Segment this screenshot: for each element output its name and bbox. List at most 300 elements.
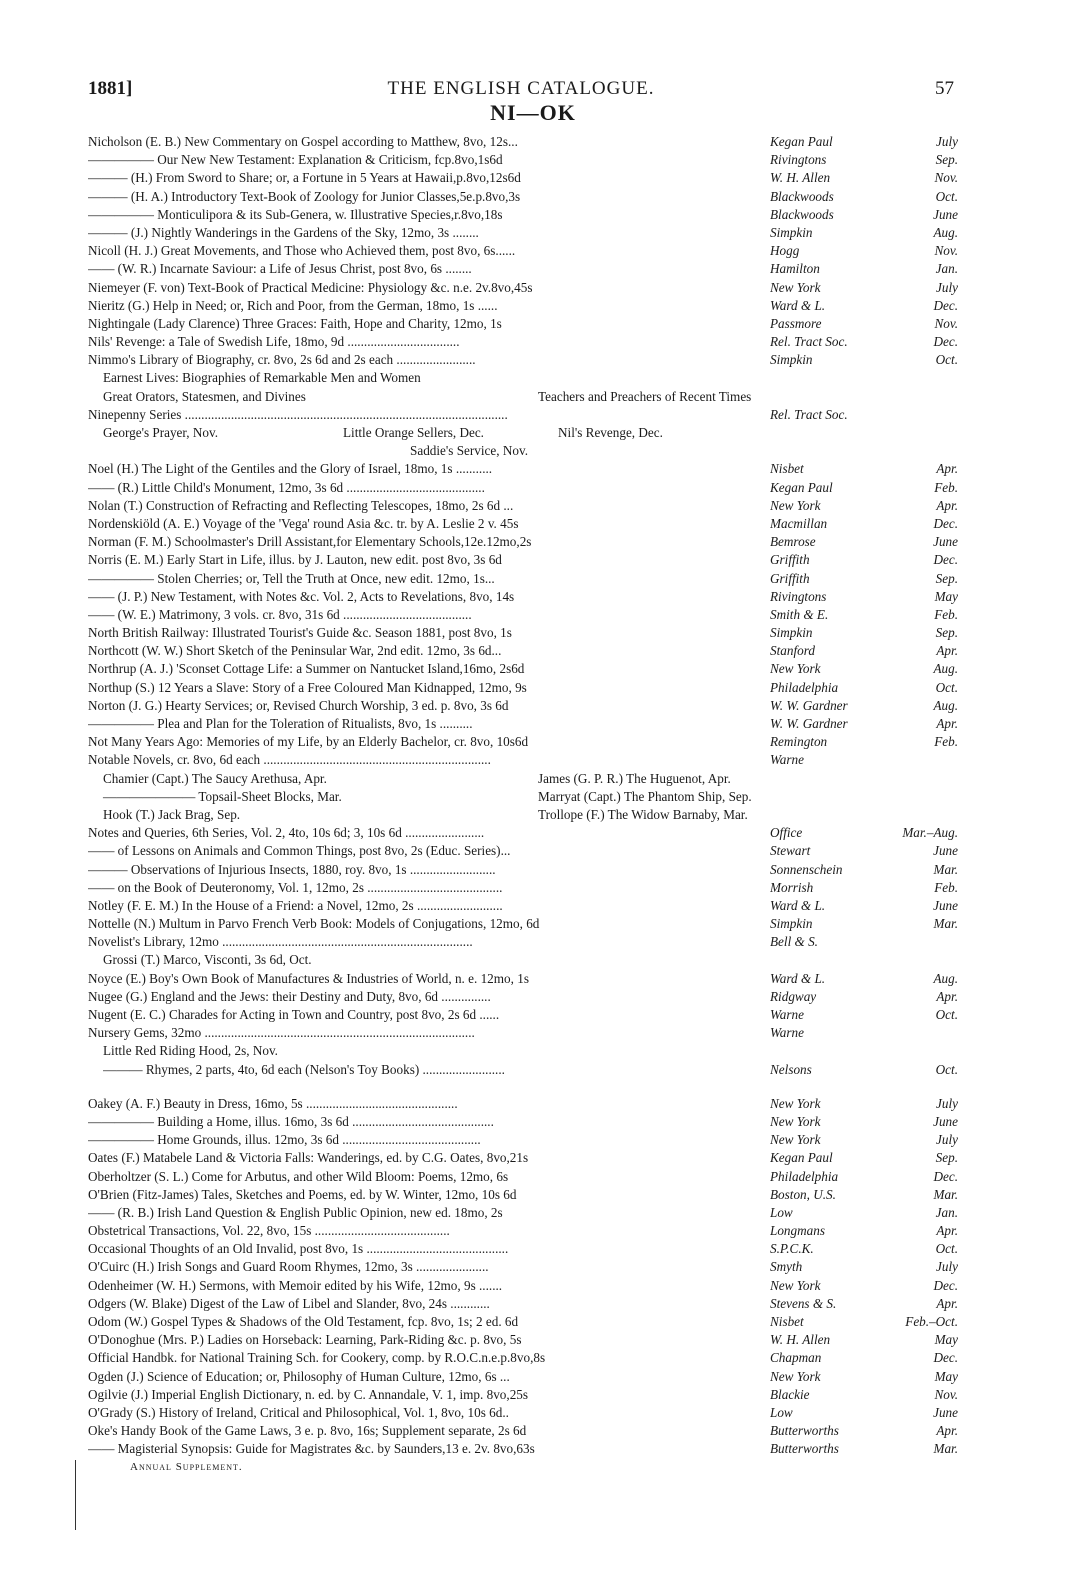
entry-row: [88, 497, 958, 515]
entry-publisher: [770, 733, 958, 751]
publisher-name: Kegan Paul: [770, 134, 833, 149]
entry-date: Dec.: [933, 334, 958, 350]
entry-text: Northup (S.) 12 Years a Slave: Story of a Free Coloured Man Kidnapped, 12mo, 9s: [88, 679, 527, 695]
entry-text: Noel (H.) The Light of the Gentiles and the Glory of Israel, 18mo, 1s ...........: [88, 461, 493, 477]
entry-row: [88, 1404, 958, 1422]
entry-row: [88, 297, 958, 315]
publisher-name: Simpkin: [770, 352, 813, 368]
entry-text: Notes and Queries, 6th Series, Vol. 2, 4to, 10s 6d; 3, 10s 6d ........................: [88, 825, 485, 841]
publisher-name: Smith & E.: [770, 606, 829, 622]
publisher-name: New York: [770, 497, 821, 513]
entry-publisher: [770, 679, 958, 697]
entry-text: O'Grady (S.) History of Ireland, Critical and Philosophical, Vol. 1, 8vo, 10s 6d..: [88, 1404, 509, 1420]
entry-row: [88, 570, 958, 588]
publisher-name: Smyth: [770, 1259, 803, 1275]
entry-row: [88, 842, 958, 860]
entry-publisher: [770, 1204, 958, 1222]
publisher-name: W. W. Gardner: [770, 716, 848, 731]
publisher-name: New York: [770, 1095, 821, 1111]
notable-title-a1: Chamier (Capt.) The Saucy Arethusa, Apr.: [103, 770, 327, 786]
entry-publisher: [770, 1258, 958, 1276]
entry-date: Apr.: [936, 716, 958, 731]
publisher-name: Rivingtons: [770, 588, 827, 604]
entry-text: Norris (E. M.) Early Start in Life, illus. by J. Lauton, new edit. post 8vo, 3s 6d: [88, 552, 502, 568]
publisher-name: Blackie: [770, 1386, 810, 1402]
nimmo-series-line-1: [88, 369, 958, 387]
entry-date: Oct.: [935, 1241, 958, 1257]
entry-row: [88, 169, 958, 187]
notable-title-b1: ——————— Topsail-Sheet Blocks, Mar.: [103, 788, 342, 804]
entry-text: —— (R.) Little Child's Monument, 12mo, 3s 6d ..........................................: [88, 479, 485, 495]
publisher-name: Remington: [770, 734, 828, 750]
entry-text: ——— Observations of Injurious Insects, 1880, roy. 8vo, 1s ..........................: [88, 861, 496, 877]
entry-row: [88, 315, 958, 333]
entry-publisher: [770, 588, 958, 606]
entry-publisher: [770, 1240, 958, 1258]
entry-text: Norton (J. G.) Hearty Services; or, Revised Church Worship, 3 ed. p. 8vo, 3s 6d: [88, 697, 509, 713]
entry-publisher: [770, 824, 958, 842]
publisher-name: Nisbet: [770, 461, 804, 477]
section-gap: [88, 1079, 958, 1095]
publisher-name: Chapman: [770, 1350, 822, 1366]
entry-row: [88, 970, 958, 988]
entry-date: Dec.: [933, 552, 958, 568]
entry-date: Apr.: [936, 1223, 958, 1239]
entry-date: Mar.: [933, 916, 958, 932]
publisher-name: Low: [770, 1204, 793, 1220]
entry-text: ——— (H.) From Sword to Share; or, a Fortune in 5 Years at Hawaii,p.8vo,12s6d: [88, 170, 521, 186]
entry-row: [88, 733, 958, 751]
publisher-name: S.P.C.K.: [770, 1241, 814, 1257]
publisher-name: New York: [770, 661, 821, 677]
nursery-title: Little Red Riding Hood, 2s, Nov.: [103, 1043, 278, 1059]
publisher-name: Butterworths: [770, 1423, 839, 1439]
entry-date: Dec.: [933, 1168, 958, 1184]
entry-publisher: [770, 988, 958, 1006]
entry-text: North British Railway: Illustrated Tourist's Guide &c. Season 1881, post 8vo, 1s: [88, 625, 512, 641]
publisher-name: Blackwoods: [770, 188, 834, 204]
entry-text: Nieritz (G.) Help in Need; or, Rich and Poor, from the German, 18mo, 1s ......: [88, 297, 498, 313]
entry-row: [88, 624, 958, 642]
entry-row: [88, 406, 958, 424]
publisher-name: Nelsons: [770, 1061, 812, 1077]
entry-text: Nimmo's Library of Biography, cr. 8vo, 2s 6d and 2s each ........................: [88, 352, 476, 368]
entry-row: [88, 351, 958, 369]
entry-text: Oke's Handy Book of the Game Laws, 3 e. p. 8vo, 16s; Supplement separate, 2s 6d: [88, 1423, 527, 1439]
entry-row: [88, 1422, 958, 1440]
entry-date: June: [933, 1113, 958, 1129]
entry-row: [88, 861, 958, 879]
notable-sub-line-1: [88, 770, 958, 788]
entry-text: ————— Home Grounds, illus. 12mo, 3s 6d ..........................................: [88, 1132, 481, 1148]
publisher-name: Bell & S.: [770, 934, 818, 950]
entry-publisher: [770, 1313, 958, 1331]
entry-date: Feb.: [934, 734, 958, 750]
entry-text: —— (W. E.) Matrimony, 3 vols. cr. 8vo, 31s 6d .......................................: [88, 606, 472, 622]
entry-date: July: [936, 1095, 958, 1111]
entry-date: July: [936, 1132, 958, 1148]
entry-publisher: [770, 351, 958, 369]
entry-publisher: [770, 279, 958, 297]
entry-text: Notable Novels, cr. 8vo, 6d each .....................................................................: [88, 752, 491, 768]
publisher-name: Kegan Paul: [770, 479, 833, 495]
publisher-name: Ward & L.: [770, 297, 826, 313]
header-year: 1881]: [88, 78, 133, 99]
entry-text: Nugent (E. C.) Charades for Acting in Town and Country, post 8vo, 2s 6d ......: [88, 1007, 500, 1022]
entry-publisher: [770, 497, 958, 515]
entry-row: [88, 1204, 958, 1222]
publisher-name: Passmore: [770, 315, 822, 331]
page-number: 57: [935, 78, 954, 99]
entry-text: Ogden (J.) Science of Education; or, Philosophy of Human Culture, 12mo, 6s ...: [88, 1368, 510, 1384]
entry-publisher: [770, 406, 958, 424]
entry-text: —— (R. B.) Irish Land Question & English Public Opinion, new ed. 18mo, 2s: [88, 1204, 503, 1220]
notable-title-a2: James (G. P. R.) The Huguenot, Apr.: [538, 770, 731, 786]
entry-row: [88, 606, 958, 624]
entry-text: O'Brien (Fitz-James) Tales, Sketches and Poems, ed. by W. Winter, 12mo, 10s 6d: [88, 1186, 517, 1202]
publisher-name: Ward & L.: [770, 970, 826, 986]
entry-row: [88, 333, 958, 351]
entry-date: Dec.: [933, 1277, 958, 1293]
publisher-name: New York: [770, 1132, 821, 1148]
entry-text: Nicoll (H. J.) Great Movements, and Those who Achieved them, post 8vo, 6s......: [88, 243, 516, 259]
ninepenny-title-b: Little Orange Sellers, Dec.: [343, 425, 484, 440]
entry-text: Odenheimer (W. H.) Sermons, with Memoir edited by his Wife, 12mo, 9s .......: [88, 1277, 503, 1293]
entry-publisher: [770, 861, 958, 879]
entry-text: Obstetrical Transactions, Vol. 22, 8vo, 15s .........................................: [88, 1223, 450, 1239]
entry-row: [88, 188, 958, 206]
entry-group-noyce: [88, 970, 958, 1043]
publisher-name: W. H. Allen: [770, 170, 831, 186]
entry-row: [88, 1386, 958, 1404]
entry-row: [88, 279, 958, 297]
entry-date: Nov.: [934, 315, 958, 331]
entry-publisher: [770, 1295, 958, 1313]
entry-publisher: [770, 715, 958, 733]
entry-date: June: [933, 1404, 958, 1420]
entry-publisher: [770, 897, 958, 915]
entry-text: O'Cuirc (H.) Irish Songs and Guard Room Rhymes, 12mo, 3s ......................: [88, 1259, 489, 1275]
publisher-name: Ridgway: [770, 988, 817, 1004]
entry-row: [88, 1149, 958, 1167]
entry-text: ——— Rhymes, 2 parts, 4to, 6d each (Nelson's Toy Books) .........................: [103, 1061, 505, 1077]
entry-publisher: [770, 606, 958, 624]
publisher-name: New York: [770, 1368, 821, 1384]
entry-text: —— (J. P.) New Testament, with Notes &c. Vol. 2, Acts to Revelations, 8vo, 14s: [88, 588, 515, 604]
entry-row: [88, 1277, 958, 1295]
nimmo-series-title: Earnest Lives: Biographies of Remarkable Men and Women: [103, 370, 421, 386]
publisher-name: Butterworths: [770, 1441, 839, 1457]
entry-row: [88, 1131, 958, 1149]
entry-text: Oakey (A. F.) Beauty in Dress, 16mo, 5s ..............................................: [88, 1095, 458, 1111]
entry-publisher: [770, 224, 958, 242]
margin-rule: [75, 1460, 76, 1530]
entry-text: Oberholtzer (S. L.) Come for Arbutus, and other Wild Bloom: Poems, 12mo, 6s: [88, 1168, 509, 1184]
ninepenny-sub-line-2: [88, 442, 958, 460]
publisher-name: New York: [770, 1277, 821, 1293]
entry-publisher: [770, 1222, 958, 1240]
publisher-name: Stanford: [770, 643, 815, 659]
entry-row: [88, 660, 958, 678]
entry-text: Novelist's Library, 12mo ............................................................................: [88, 934, 473, 950]
notable-title-c2: Trollope (F.) The Widow Barnaby, Mar.: [538, 806, 748, 822]
entry-text: —— Magisterial Synopsis: Guide for Magistrates &c. by Saunders,13 e. 2v. 8vo,63s: [88, 1441, 535, 1457]
entry-row: [88, 915, 958, 933]
entry-text: Nightingale (Lady Clarence) Three Graces: Faith, Hope and Charity, 12mo, 1s: [88, 315, 502, 331]
entry-publisher: [770, 551, 958, 569]
entry-publisher: [770, 1422, 958, 1440]
entry-row: [88, 824, 958, 842]
entry-row: [88, 988, 958, 1006]
entry-text: O'Donoghue (Mrs. P.) Ladies on Horseback: Learning, Park-Riding &c. p. 8vo, 5s: [88, 1332, 522, 1348]
entry-publisher: [770, 133, 958, 151]
entry-group-ok: [88, 1095, 958, 1459]
publisher-name: Kegan Paul: [770, 1150, 833, 1166]
entry-row: [88, 242, 958, 260]
entry-row: [88, 1295, 958, 1313]
publisher-name: Warne: [770, 752, 804, 768]
entry-row: [88, 1258, 958, 1276]
publisher-name: Griffith: [770, 570, 810, 586]
entry-text: Nordenskiöld (A. E.) Voyage of the 'Vega' round Asia &c. tr. by A. Leslie 2 v. 45s: [88, 515, 519, 531]
entry-text: Northrup (A. J.) 'Sconset Cottage Life: a Summer on Nantucket Island,16mo, 2s6d: [88, 661, 525, 677]
entry-date: Dec.: [933, 515, 958, 531]
entry-publisher: [770, 206, 958, 224]
publisher-name: Macmillan: [770, 515, 828, 531]
entry-row: [88, 533, 958, 551]
publisher-name: Warne: [770, 1025, 804, 1041]
entry-date: Aug.: [933, 970, 958, 986]
entry-publisher: [770, 297, 958, 315]
entry-date: June: [933, 843, 958, 859]
nimmo-series-line-2: [88, 388, 958, 406]
entry-date: Feb.: [934, 479, 958, 495]
entry-text: ——— (H. A.) Introductory Text-Book of Zoology for Junior Classes,5e.p.8vo,3s: [88, 188, 521, 204]
entry-publisher: [770, 1331, 958, 1349]
entry-date: Apr.: [936, 1295, 958, 1311]
entry-row: [88, 1222, 958, 1240]
entry-text: Notley (F. E. M.) In the House of a Friend: a Novel, 12mo, 2s ..........................: [88, 897, 503, 913]
entry-date: Aug.: [933, 224, 958, 240]
ninepenny-title-a: George's Prayer, Nov.: [103, 425, 219, 440]
entry-row: [88, 1186, 958, 1204]
entry-publisher: [770, 642, 958, 660]
entry-text: Nottelle (N.) Multum in Parvo French Verb Book: Models of Conjugations, 12mo, 6d: [88, 916, 540, 932]
entry-publisher: [770, 1168, 958, 1186]
entry-text: Northcott (W. W.) Short Sketch of the Peninsular War, 2nd edit. 12mo, 3s 6d...: [88, 643, 502, 659]
entry-date: Jan.: [935, 261, 958, 277]
entry-row: [88, 933, 958, 951]
entry-row: [88, 1349, 958, 1367]
publisher-name: Philadelphia: [770, 679, 839, 695]
entry-row: [88, 679, 958, 697]
entry-date: July: [936, 134, 958, 149]
entry-text: Norman (F. M.) Schoolmaster's Drill Assistant,for Elementary Schools,12e.12mo,2s: [88, 534, 532, 550]
entry-row: [88, 715, 958, 733]
entry-date: Apr.: [936, 497, 958, 513]
entry-date: Jan.: [935, 1204, 958, 1220]
entry-publisher: [770, 879, 958, 897]
entry-publisher: [770, 151, 958, 169]
entry-row: [88, 551, 958, 569]
footer-signature: Annual Supplement.: [130, 1460, 243, 1473]
publisher-name: Boston, U.S.: [770, 1186, 836, 1202]
entry-date: Oct.: [935, 352, 958, 368]
entry-publisher: [770, 1386, 958, 1404]
entry-text: ————— Building a Home, illus. 16mo, 3s 6d ...........................................: [88, 1113, 494, 1129]
entry-list: [88, 133, 958, 1475]
entry-row: [88, 151, 958, 169]
publisher-name: Philadelphia: [770, 1168, 839, 1184]
publisher-name: Stevens & S.: [770, 1295, 837, 1311]
entry-publisher: [770, 242, 958, 260]
publisher-name: Office: [770, 825, 803, 841]
entry-text: Odom (W.) Gospel Types & Shadows of the Old Testament, fcp. 8vo, 1s; 2 ed. 6d: [88, 1314, 519, 1329]
entry-row: [88, 1313, 958, 1331]
entry-row: [88, 1024, 958, 1042]
entry-publisher: [770, 1349, 958, 1367]
entry-row: [88, 1061, 958, 1079]
publisher-name: Low: [770, 1404, 793, 1420]
entry-row: [88, 224, 958, 242]
entry-publisher: [770, 188, 958, 206]
entry-publisher: [770, 1113, 958, 1131]
publisher-name: Hogg: [770, 243, 800, 259]
notable-sub-line-3: [88, 806, 958, 824]
entry-date: Mar.: [933, 1441, 958, 1457]
entry-text: Noyce (E.) Boy's Own Book of Manufactures & Industries of World, n. e. 12mo, 1s: [88, 970, 529, 986]
notable-title-c1: Hook (T.) Jack Brag, Sep.: [103, 806, 241, 822]
publisher-name: New York: [770, 1113, 821, 1129]
publisher-name: Longmans: [770, 1223, 825, 1239]
nimmo-series-a: Great Orators, Statesmen, and Divines: [103, 388, 306, 404]
entry-row: [88, 697, 958, 715]
entry-row: [88, 1240, 958, 1258]
entry-text: Nils' Revenge: a Tale of Swedish Life, 18mo, 9d ..................................: [88, 334, 460, 350]
entry-publisher: [770, 515, 958, 533]
entry-group-notes: [88, 824, 958, 951]
ninepenny-sub-line-1: [88, 424, 958, 442]
entry-publisher: [770, 1006, 958, 1024]
entry-row: [88, 1440, 958, 1458]
entry-date: Apr.: [936, 461, 958, 477]
entry-date: June: [933, 206, 958, 222]
ninepenny-title-c: Nil's Revenge, Dec.: [558, 425, 663, 440]
entry-row: [88, 879, 958, 897]
entry-text: ——— (J.) Nightly Wanderings in the Gardens of the Sky, 12mo, 3s ........: [88, 224, 479, 240]
entry-publisher: [770, 933, 958, 951]
entry-publisher: [770, 624, 958, 642]
entry-text: Ninepenny Series ..................................................................................................: [88, 406, 508, 422]
entry-publisher: [770, 260, 958, 278]
entry-date: Sep.: [935, 1150, 958, 1166]
entry-date: Apr.: [936, 643, 958, 659]
entry-text: —— on the Book of Deuteronomy, Vol. 1, 12mo, 2s .........................................: [88, 879, 503, 895]
entry-text: Odgers (W. Blake) Digest of the Law of Libel and Slander, 8vo, 24s ............: [88, 1295, 490, 1311]
publisher-name: Simpkin: [770, 625, 813, 641]
publisher-name: Morrish: [770, 879, 814, 895]
entry-date: June: [933, 897, 958, 913]
entry-date: Nov.: [934, 1386, 958, 1402]
publisher-name: Griffith: [770, 552, 810, 568]
entry-date: Sep.: [935, 152, 958, 168]
entry-text: Niemeyer (F. von) Text-Book of Practical Medicine: Physiology &c. n.e. 2v.8vo,45s: [88, 279, 533, 295]
entry-publisher: [770, 479, 958, 497]
publisher-name: Rel. Tract Soc.: [770, 334, 848, 350]
entry-row: [88, 515, 958, 533]
entry-row: [88, 1331, 958, 1349]
publisher-name: Rivingtons: [770, 152, 827, 168]
entry-publisher: [770, 1368, 958, 1386]
entry-publisher: [770, 1131, 958, 1149]
entry-date: May: [934, 1368, 958, 1384]
entry-text: Oates (F.) Matabele Land & Victoria Falls: Wanderings, ed. by C.G. Oates, 8vo,21s: [88, 1150, 529, 1166]
entry-row: [88, 1368, 958, 1386]
publisher-name: Hamilton: [770, 261, 820, 277]
entry-date: Mar.: [933, 1186, 958, 1202]
entry-date: Sep.: [935, 570, 958, 586]
entry-text: ————— Stolen Cherries; or, Tell the Truth at Once, new edit. 12mo, 1s...: [88, 570, 495, 586]
entry-row: [88, 1168, 958, 1186]
entry-date: Oct.: [935, 188, 958, 204]
entry-date: July: [936, 1259, 958, 1275]
entry-text: Nolan (T.) Construction of Refracting and Reflecting Telescopes, 18mo, 2s 6d ...: [88, 497, 514, 513]
entry-text: Nugee (G.) England and the Jews: their Destiny and Duty, 8vo, 6d ...............: [88, 988, 491, 1004]
entry-group-ni: [88, 133, 958, 369]
entry-row: [88, 206, 958, 224]
entry-date: Aug.: [933, 661, 958, 677]
novelist-sub-line: [88, 951, 958, 969]
notable-sub-line-2: [88, 788, 958, 806]
entry-publisher: [770, 333, 958, 351]
entry-text: Not Many Years Ago: Memories of my Life, by an Elderly Bachelor, cr. 8vo, 10s6d: [88, 734, 529, 750]
entry-text: Ogilvie (J.) Imperial English Dictionary, n. ed. by C. Annandale, V. 1, imp. 8vo,25s: [88, 1386, 529, 1402]
entry-date: Mar.–Aug.: [902, 825, 958, 841]
entry-text: ————— Plea and Plan for the Toleration of Ritualists, 8vo, 1s ..........: [88, 716, 473, 731]
entry-publisher: [770, 169, 958, 187]
section-heading: NI—OK: [490, 100, 576, 125]
entry-row: [88, 751, 958, 769]
entry-group-no: [88, 460, 958, 769]
entry-text: Nursery Gems, 32mo ..................................................................................: [88, 1025, 475, 1041]
entry-date: June: [933, 534, 958, 550]
entry-row: [88, 133, 958, 151]
entry-publisher: [770, 1149, 958, 1167]
entry-date: Dec.: [933, 1350, 958, 1366]
entry-row: [88, 897, 958, 915]
publisher-name: Stewart: [770, 843, 811, 859]
entry-date: Mar.: [933, 861, 958, 877]
header-title: THE ENGLISH CATALOGUE.: [387, 78, 655, 99]
entry-row: [88, 588, 958, 606]
entry-publisher: [770, 533, 958, 551]
entry-text: —— of Lessons on Animals and Common Things, post 8vo, 2s (Educ. Series)...: [88, 843, 511, 859]
entry-publisher: [770, 570, 958, 588]
entry-date: Aug.: [933, 697, 958, 713]
entry-row: [88, 1095, 958, 1113]
publisher-name: Blackwoods: [770, 206, 834, 222]
publisher-name: Nisbet: [770, 1314, 804, 1329]
entry-publisher: [770, 1024, 958, 1042]
entry-publisher: [770, 1061, 958, 1079]
entry-row: [88, 1113, 958, 1131]
publisher-name: Ward & L.: [770, 897, 826, 913]
ninepenny-title-d: Saddie's Service, Nov.: [410, 443, 528, 459]
entry-text: Nicholson (E. B.) New Commentary on Gospel according to Matthew, 8vo, 12s...: [88, 134, 518, 149]
entry-text: —— (W. R.) Incarnate Saviour: a Life of Jesus Christ, post 8vo, 6s ........: [88, 261, 472, 277]
publisher-name: W. W. Gardner: [770, 697, 848, 713]
entry-date: Apr.: [936, 988, 958, 1004]
